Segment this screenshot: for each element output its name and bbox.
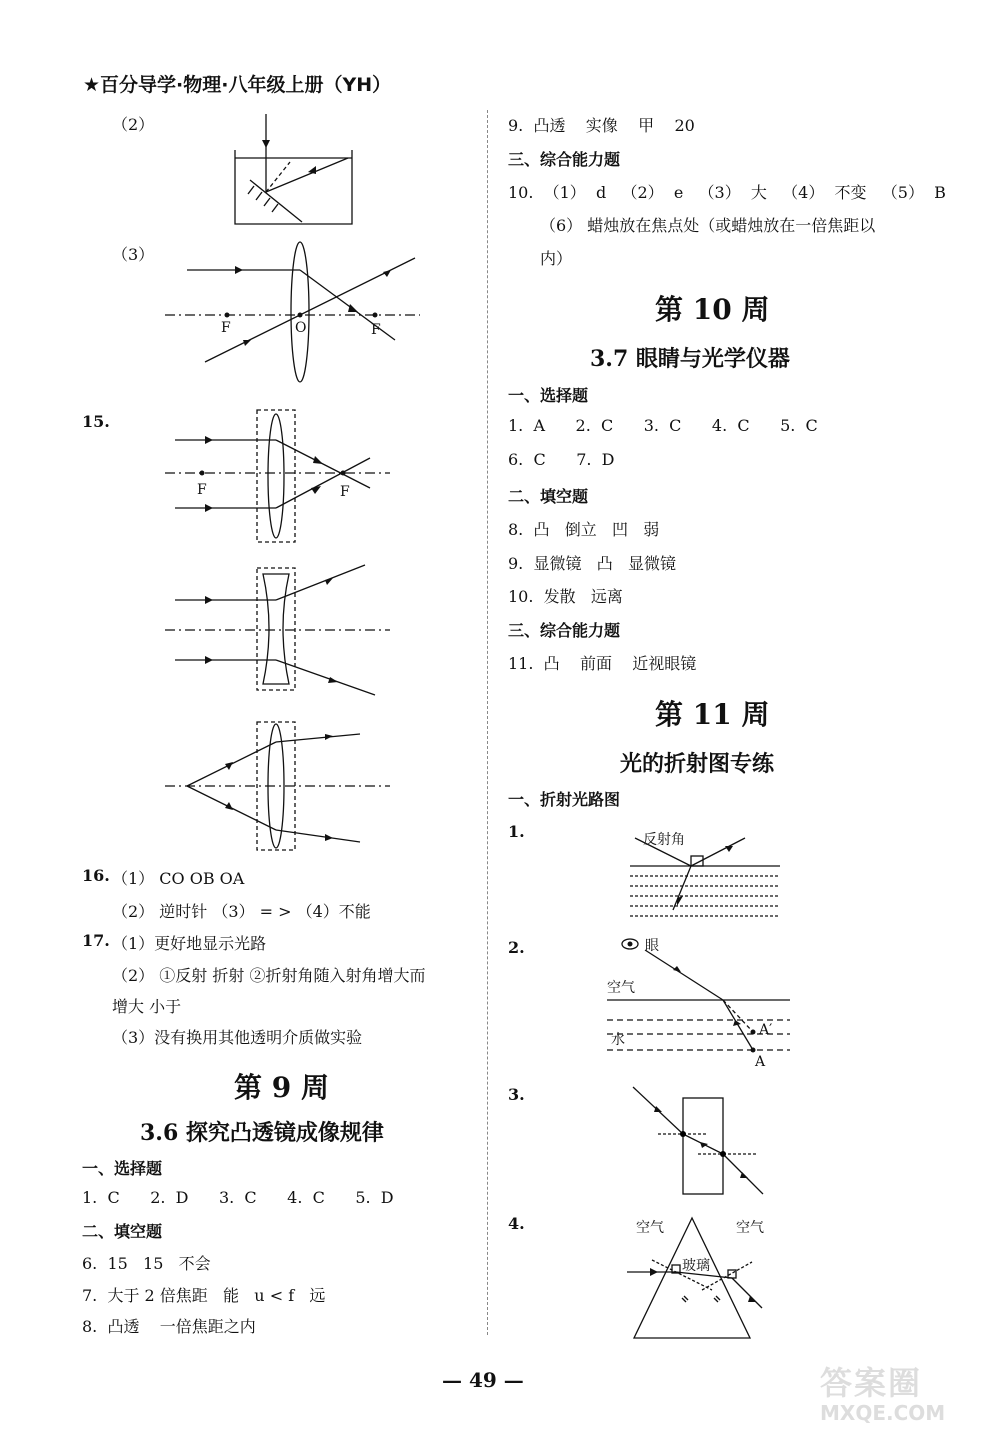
left-fill-8: 8. 凸透 一倍焦距之内: [82, 1317, 256, 1336]
ref-item-3: 3.: [508, 1085, 525, 1104]
svg-text:F: F: [197, 482, 207, 498]
reflection-diagram: [230, 112, 360, 232]
right-fill-9: 9. 显微镜 凸 显微镜: [508, 554, 676, 573]
section-3-6-title: 3.6 探究凸透镜成像规律: [140, 1120, 384, 1146]
q17-line3: 增大 小于: [112, 997, 182, 1016]
label-a-prime: A′: [759, 1022, 773, 1038]
q17-num: 17.: [82, 931, 110, 950]
right-section-choice: 一、选择题: [508, 386, 589, 405]
q17-line4: （3）没有换用其他透明介质做实验: [112, 1028, 363, 1047]
right-choice-answers-2: 6. C 7. D: [508, 450, 615, 469]
label-a: A: [755, 1054, 766, 1070]
week11-heading: 第 11 周: [655, 698, 770, 731]
refraction-diagram-3: [628, 1082, 778, 1202]
q15-label: 15.: [82, 412, 110, 431]
section-3-7-title: 3.7 眼睛与光学仪器: [590, 346, 790, 372]
ref-item-4: 4.: [508, 1214, 525, 1233]
concave-lens-diagram: [165, 560, 395, 695]
left-section-fill: 二、填空题: [82, 1222, 163, 1241]
convex-lens-diagram: [165, 240, 425, 390]
label-o: O: [295, 320, 307, 336]
label-f-right: F: [371, 322, 381, 338]
label-f-left: F: [221, 320, 231, 336]
ref-item-2: 2.: [508, 938, 525, 957]
svg-text:F: F: [340, 484, 350, 500]
refraction-practice-title: 光的折射图专练: [620, 751, 775, 777]
label-glass: 玻璃: [682, 1258, 710, 1274]
q16-line2: （2） 逆时针 （3） = > （4）不能: [112, 902, 371, 921]
q17-line1: （1）更好地显示光路: [112, 934, 267, 953]
right-q9: 9. 凸透 实像 甲 20: [508, 116, 695, 135]
label-air: 空气: [607, 980, 635, 996]
label-air-left: 空气: [636, 1220, 664, 1236]
column-divider: [487, 110, 488, 1335]
label-eye: 眼: [645, 938, 659, 954]
watermark-logo: 答案圈 MXQE.COM: [820, 1364, 946, 1425]
q14-2-label: （2）: [112, 115, 155, 134]
q17-line2: （2） ①反射 折射 ②折射角随入射角增大而: [112, 966, 426, 985]
label-air-right: 空气: [736, 1220, 764, 1236]
right-fill-10: 10. 发散 远离: [508, 587, 623, 606]
q16-line1: （1） CO OB OA: [112, 869, 245, 888]
left-section-choice: 一、选择题: [82, 1159, 163, 1178]
refraction-diagram-2: [605, 932, 795, 1072]
left-fill-6: 6. 15 15 不会: [82, 1254, 211, 1273]
right-q10-line1: 10. （1） d （2） e （3） 大 （4） 不变 （5） B: [508, 183, 946, 202]
right-section-comprehensive-2: 三、综合能力题: [508, 621, 621, 640]
right-fill-11: 11. 凸 前面 近视眼镜: [508, 654, 697, 673]
page-number: — 49 —: [442, 1368, 524, 1392]
refraction-diagram-4: [622, 1210, 792, 1340]
convex-lens-divergent-diagram: [165, 720, 395, 855]
ref-item-1: 1.: [508, 822, 525, 841]
right-q10-line2: （6） 蜡烛放在焦点处（或蜡烛放在一倍焦距以: [540, 216, 876, 235]
page-header: ★百分导学·物理·八年级上册（YH）: [83, 74, 392, 96]
right-section-fill: 二、填空题: [508, 487, 589, 506]
label-reflection-angle: 反射角: [643, 832, 685, 848]
right-q10-line3: 内）: [540, 249, 573, 268]
right-choice-answers-1: 1. A 2. C 3. C 4. C 5. C: [508, 416, 818, 435]
convex-lens-focus-diagram: [165, 410, 395, 545]
left-choice-answers: 1. C 2. D 3. C 4. C 5. D: [82, 1188, 394, 1207]
refraction-diagram-1: [625, 828, 785, 923]
left-fill-7: 7. 大于 2 倍焦距 能 u < f 远: [82, 1286, 326, 1305]
refraction-section-label: 一、折射光路图: [508, 790, 621, 809]
label-water: 水: [611, 1032, 625, 1048]
q16-num: 16.: [82, 866, 110, 885]
week10-heading: 第 10 周: [655, 293, 770, 326]
right-section-comprehensive: 三、综合能力题: [508, 150, 621, 169]
q14-3-label: （3）: [112, 245, 155, 264]
week9-heading: 第 9 周: [234, 1071, 329, 1104]
right-fill-8: 8. 凸 倒立 凹 弱: [508, 520, 660, 539]
